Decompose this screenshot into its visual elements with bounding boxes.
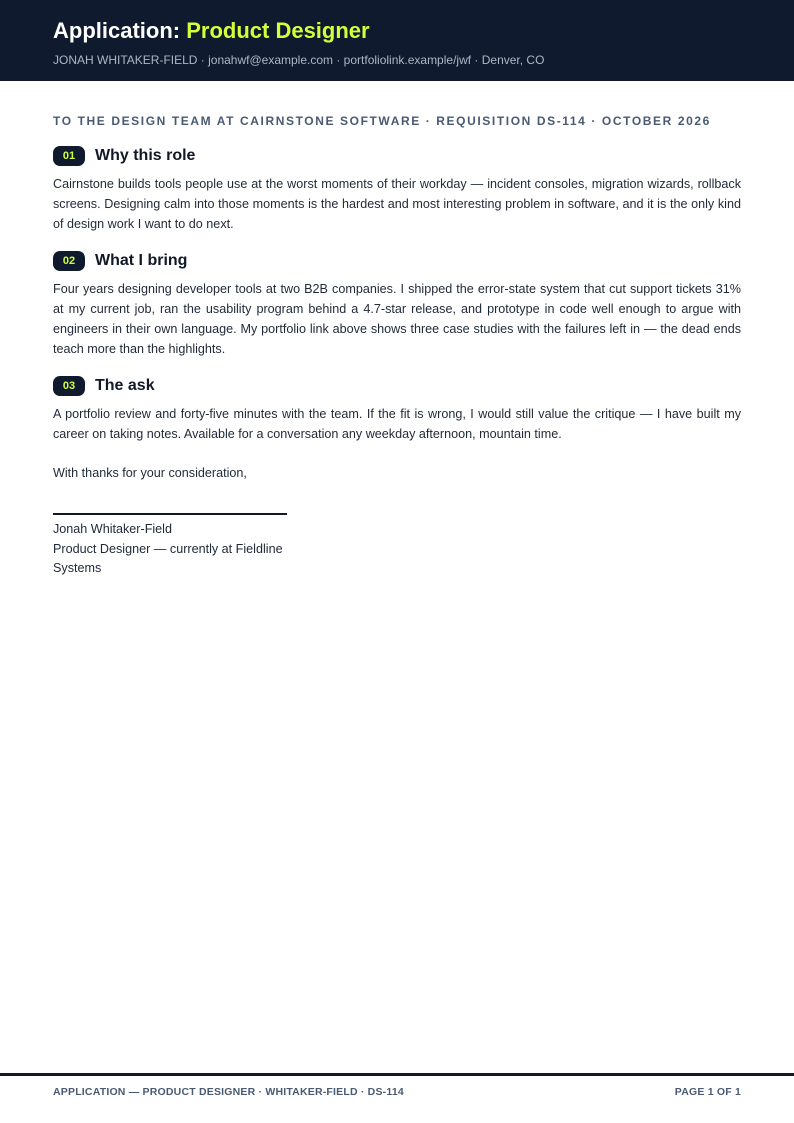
section-heading (53, 145, 741, 167)
title-role: Product Designer (186, 18, 370, 43)
section-what-i-bring (53, 250, 741, 359)
section-the-ask (53, 375, 741, 444)
section-number-badge: 03 (53, 376, 85, 396)
footer-divider (0, 1073, 794, 1076)
salutation: TO THE DESIGN TEAM AT CAIRNSTONE SOFTWARE · REQUISITION DS-114 · OCTOBER 2026 (53, 114, 711, 128)
page-title (53, 17, 741, 45)
section-title: What I bring (95, 252, 188, 269)
signature-role: Product Designer — currently at Fieldline Systems (53, 541, 283, 575)
page-number: PAGE 1 OF 1 (674, 1086, 741, 1098)
section-heading (53, 250, 741, 272)
page-footer (53, 1086, 741, 1098)
signature-name: Jonah Whitaker-Field (53, 522, 172, 536)
letter-body (53, 113, 741, 579)
section-heading (53, 375, 741, 397)
section-title: Why this role (95, 147, 196, 164)
letter-header (0, 0, 794, 81)
section-paragraph: A portfolio review and forty-five minutes with the team. If the fit is wrong, I would still value the critique — I have built my career on taking notes. Available for a conversation any weekday afternoon, mountain time. (53, 407, 741, 441)
section-number-badge: 01 (53, 146, 85, 166)
section-number-badge: 02 (53, 251, 85, 271)
section-why-this-role (53, 145, 741, 234)
section-paragraph: Four years designing developer tools at two B2B companies. I shipped the error-state system that cut support tickets 31% at my current job, ran the usability program behind a 4.7-star release, and prototype in code well enough to argue with engineers in their own language. My portfolio link above shows three case studies with the failures left in — the dead ends teach more than the highlights. (53, 282, 741, 356)
section-paragraph: Cairnstone builds tools people use at the worst moments of their workday — incident consoles, migration wizards, rollback screens. Designing calm into those moments is the hardest and most interesting problem in software, and it is the only kind of design work I want to do next. (53, 177, 741, 231)
section-title: The ask (95, 377, 155, 394)
footer-reference: APPLICATION — PRODUCT DESIGNER · WHITAKER-FIELD · DS-114 (53, 1086, 404, 1098)
title-prefix: Application: (53, 18, 187, 43)
signature-line (53, 513, 287, 515)
contact-line: JONAH WHITAKER-FIELD · jonahwf@example.com · portfoliolink.example/jwf · Denver, CO (53, 53, 545, 67)
signature-block (53, 520, 293, 579)
closing-line: With thanks for your consideration, (53, 466, 247, 480)
